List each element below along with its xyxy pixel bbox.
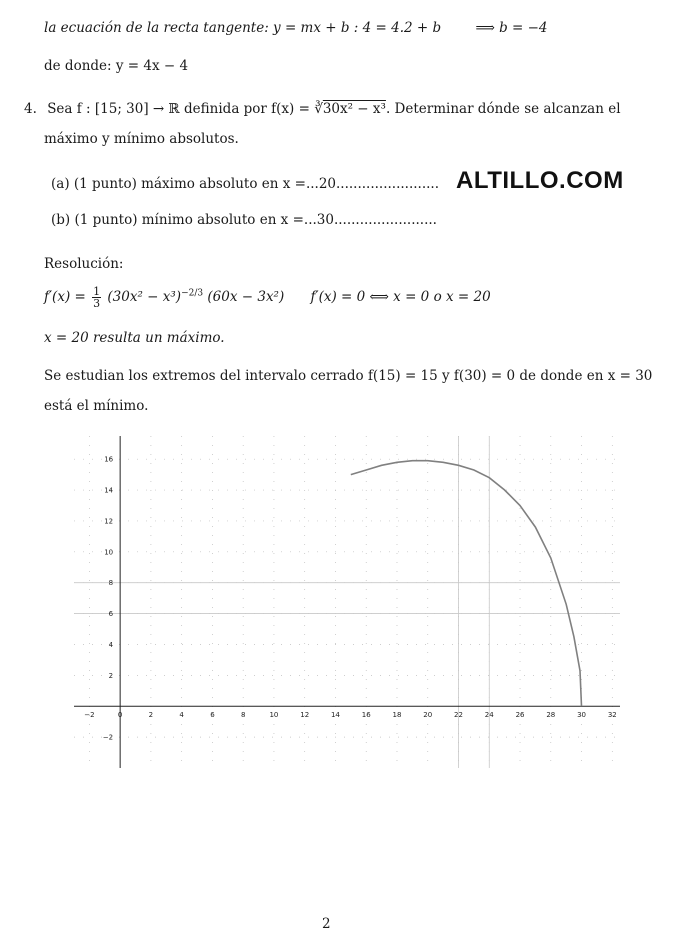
derivative-lhs: f′(x) = xyxy=(44,289,86,305)
derivative-exponent: −2/3 xyxy=(181,288,204,299)
y-tick-label: 6 xyxy=(108,610,114,619)
derivative-line xyxy=(44,286,491,309)
tangent-line-text: de donde: y = 4x − 4 xyxy=(44,58,189,74)
item-a-text: (a) (1 punto) máximo absoluto en x =...20........................ xyxy=(51,176,439,192)
page-number: 2 xyxy=(322,916,331,932)
y-tick-label: 14 xyxy=(104,486,114,495)
y-tick-label: 2 xyxy=(108,671,114,680)
fraction-denominator: 3 xyxy=(93,297,101,310)
y-tick-label: −2 xyxy=(102,733,114,742)
x-tick-label: 24 xyxy=(484,711,494,720)
item-b xyxy=(51,212,437,228)
endpoints-line1 xyxy=(44,368,652,384)
item-a xyxy=(51,176,439,192)
chart-axes xyxy=(74,436,620,768)
chart-tick-labels xyxy=(84,456,617,742)
resolution-heading-text: Resolución: xyxy=(44,256,124,272)
question-text-b: . Determinar dónde se alcanzan el xyxy=(385,101,621,117)
x-tick-label: 22 xyxy=(454,711,463,720)
watermark-logo: ALTILLO.COM xyxy=(456,167,624,194)
max-conclusion xyxy=(44,330,225,346)
question-text-2: máximo y mínimo absolutos. xyxy=(44,131,239,147)
x-tick-label: 8 xyxy=(240,711,246,720)
fraction-numerator: 1 xyxy=(93,285,101,298)
x-tick-label: 28 xyxy=(546,711,556,720)
x-tick-label: 20 xyxy=(423,711,433,720)
x-tick-label: 12 xyxy=(300,711,310,720)
max-conclusion-text: x = 20 resulta un máximo. xyxy=(44,330,225,346)
x-tick-label: 32 xyxy=(607,711,617,720)
x-tick-label: 16 xyxy=(361,711,371,720)
tangent-result: ⟹ b = −4 xyxy=(475,20,548,36)
x-tick-label: 2 xyxy=(148,711,154,720)
endpoints-text-2: está el mínimo. xyxy=(44,398,149,414)
derivative-fraction xyxy=(92,286,101,309)
x-tick-label: 26 xyxy=(515,711,525,720)
tangent-equation-text: la ecuación de la recta tangente: y = mx + b : 4 = 4.2 + b xyxy=(44,20,442,36)
question-4-line2 xyxy=(44,131,239,147)
question-4 xyxy=(24,101,621,117)
y-tick-label: 4 xyxy=(108,640,114,649)
question-text-a: Sea f : [15; 30] → ℝ definida por f(x) = ∛ xyxy=(47,101,323,117)
function-curve xyxy=(351,461,582,707)
x-tick-label: −2 xyxy=(84,711,95,720)
chart-curve xyxy=(351,461,582,707)
derivative-factor: (60x − 3x²) xyxy=(207,289,285,305)
question-number: 4. xyxy=(24,101,37,117)
x-tick-label: 0 xyxy=(117,711,123,720)
question-root: 30x² − x³ xyxy=(322,101,386,117)
x-tick-label: 14 xyxy=(331,711,340,720)
chart-grid xyxy=(74,436,620,768)
x-tick-label: 30 xyxy=(577,711,587,720)
derivative-base: (30x² − x³) xyxy=(107,289,182,305)
endpoints-text-1: Se estudian los extremos del intervalo cerrado f(15) = 15 y f(30) = 0 de donde en x = 30 xyxy=(44,368,653,384)
item-b-text: (b) (1 punto) mínimo absoluto en x =...30........................ xyxy=(51,212,437,228)
x-tick-label: 6 xyxy=(210,711,215,720)
x-tick-label: 18 xyxy=(392,711,402,720)
tangent-equation xyxy=(44,20,548,36)
y-tick-label: 12 xyxy=(104,517,114,526)
x-tick-label: 10 xyxy=(269,711,279,720)
derivative-zero: f′(x) = 0 ⟺ x = 0 o x = 20 xyxy=(310,289,491,305)
tangent-line-result xyxy=(44,58,188,74)
function-graph xyxy=(70,432,626,772)
endpoints-line2 xyxy=(44,398,148,414)
resolution-heading xyxy=(44,256,123,272)
x-tick-label: 4 xyxy=(179,711,184,720)
y-tick-label: 10 xyxy=(104,548,114,557)
y-tick-label: 16 xyxy=(104,455,114,464)
y-tick-label: 8 xyxy=(108,579,114,588)
